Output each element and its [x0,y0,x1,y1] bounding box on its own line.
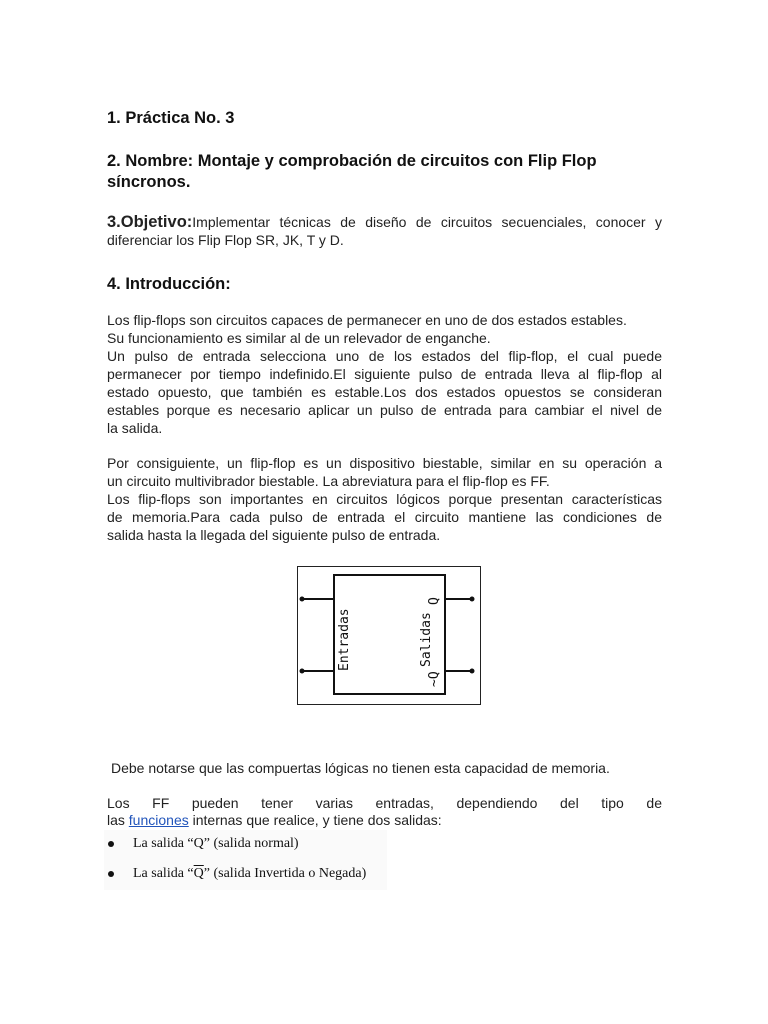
bullet-text-1: La salida “Q” (salida normal) [133,836,299,851]
bullet-dot-icon [108,841,114,847]
ff-text-prefix: las [107,812,129,828]
flip-flop-block-diagram [297,566,481,705]
bullet-item-inverted-output [104,862,387,886]
q-overline: $\overline{Q}$ [193,866,204,881]
outputs-bullet-list [104,830,387,890]
intro-paragraph-1 [107,311,662,437]
p1-line: estables porque es necesario aplicar un pulso de entrada para cambiar el nivel de [107,402,662,418]
p1-line: Su funcionamiento es similar al de un relevador de enganche. [107,330,491,346]
p1-line: Los flip-flops son circuitos capaces de permanecer en uno de dos estados estables. [107,312,627,328]
heading-name [107,151,597,193]
p2-line: Por consiguiente, un flip-flop es un dispositivo biestable, similar en su operación a [107,455,662,471]
p2-line: salida hasta la llegada del siguiente pulso de entrada. [107,527,441,543]
p2-line: de memoria.Para cada pulso de entrada el circuito mantiene las condiciones de [107,509,662,525]
heading-introduction: 4. Introducción: [107,275,231,293]
p1-line: Un pulso de entrada selecciona uno de los estados del flip-flop, el cual puede [107,348,662,364]
bullet-text-2-suffix: ” (salida Invertida o Negada) [203,866,367,881]
p1-line: permanecer por tiempo indefinido.El siguiente pulso de entrada lleva al flip-flop al [107,366,662,382]
output-terminal-q [470,597,475,602]
p1-line: estado opuesto, que también es estable.Los dos estados opuestos se consideran [107,384,662,400]
heading-practice-number: 1. Práctica No. 3 [107,109,235,127]
output-terminal-qnot [470,669,475,674]
ff-text-line2 [107,812,662,829]
ff-text-line1: Los FF pueden tener varias entradas, dependiendo del tipo de [107,795,662,811]
q-not-label: ~Q [427,671,442,687]
bullet-item-normal-output [104,832,387,856]
intro-paragraph-2 [107,454,662,544]
ff-text-suffix: internas que realice, y tiene dos salidas: [188,812,442,828]
bullet-text-2-prefix: La salida “ [133,866,194,881]
input-terminal-top [300,597,305,602]
inputs-label: Entradas [337,608,352,671]
objective-text-line2: diferenciar los Flip Flop SR, JK, T y D. [107,232,344,248]
p2-line: un circuito multivibrador biestable. La abreviatura para el flip-flop es FF. [107,473,550,489]
p2-line: Los flip-flops son importantes en circuitos lógicos porque presentan características [107,491,662,507]
flip-flop-diagram-svg [298,567,480,704]
bullet-text-2 [133,862,366,886]
memory-note: Debe notarse que las compuertas lógicas no tienen esta capacidad de memoria. [111,760,610,776]
q-label: Q [427,597,442,605]
heading-name-line1: 2. Nombre: Montaje y comprobación de circuitos con Flip Flop [107,152,597,170]
bullet-dot-icon [108,871,114,877]
objective-section [107,213,662,249]
funciones-link[interactable]: funciones [128,812,189,828]
input-terminal-bottom [300,669,305,674]
p1-line: la salida. [107,420,163,436]
outputs-label: Salidas [419,612,434,667]
objective-label: 3.Objetivo: [107,213,193,231]
objective-text-line1: Implementar técnicas de diseño de circuitos secuenciales, conocer y [192,214,662,230]
heading-name-line2: síncronos. [107,173,191,191]
